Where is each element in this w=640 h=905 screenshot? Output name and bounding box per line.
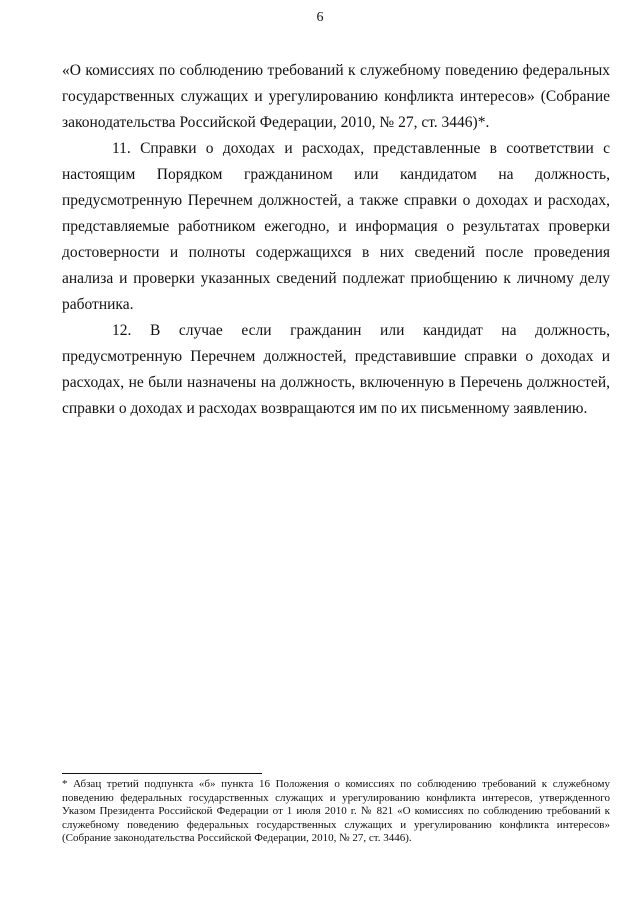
document-body (62, 58, 610, 422)
paragraph-item-12: 12. В случае если гражданин или кандидат на должность, предусмотренную Перечнем должностей, представившие справки о доходах и расходах, не были назначены на должность, включенную в Перечень должностей, справки о доходах и расходах возвращаются им по их письменному заявлению. (62, 322, 610, 417)
page-number: 6 (316, 10, 324, 25)
footnote: * Абзац третий подпункта «б» пункта 16 Положения о комиссиях по соблюдению требований к служебному поведению федеральных государственных служащих и урегулированию конфликта интересов, утвержденного Указом Президента Российской Федерации от 1 июля 2010 г. № 821 «О комиссиях по соблюдению требований к служебному поведению федеральных государственных служащих и урегулированию конфликта интересов» (Собрание законодательства Российской Федерации, 2010, № 27, ст. 3446). (62, 778, 610, 844)
paragraph-item-11: 11. Справки о доходах и расходах, представленные в соответствии с настоящим Порядком гражданином или кандидатом на должность, предусмотренную Перечнем должностей, а также справки о доходах и расходах, представляемые работником ежегодно, и информация о результатах проверки достоверности и полноты содержащихся в них сведений после проведения анализа и проверки указанных сведений подлежат приобщению к личному делу работника. (62, 140, 610, 313)
paragraph-continuation: «О комиссиях по соблюдению требований к служебному поведению федеральных государственных служащих и урегулированию конфликта интересов» (Собрание законодательства Российской Федерации, 2010, № 27, ст. 3446)*. (62, 62, 610, 131)
footnote-separator (62, 773, 262, 774)
